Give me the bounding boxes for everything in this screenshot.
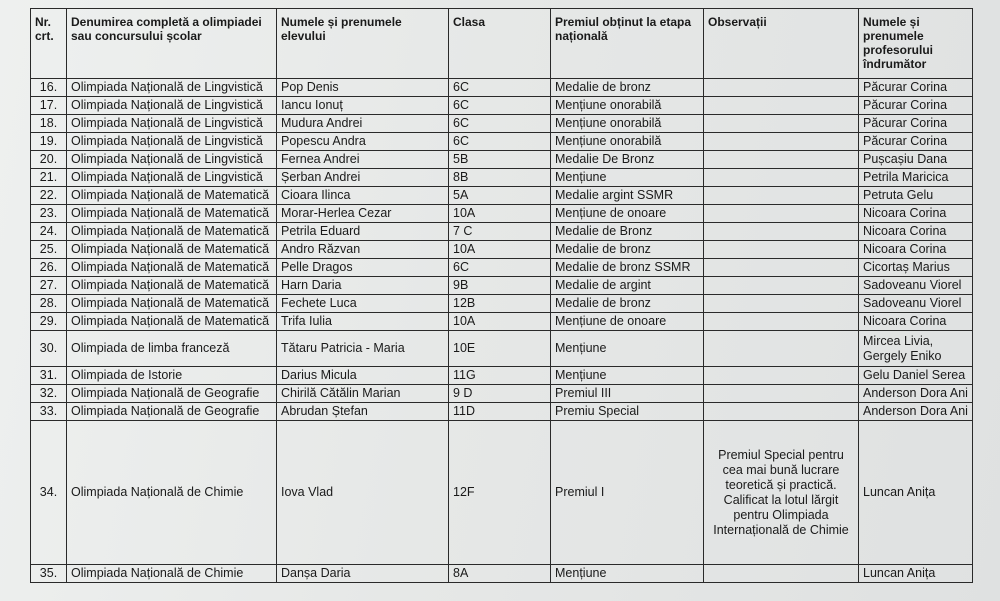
table-row xyxy=(31,223,973,241)
cell-olympiad: Olimpiada Națională de Matematică xyxy=(67,295,277,313)
cell-teacher: Sadoveanu Viorel xyxy=(859,295,973,313)
cell-class: 12B xyxy=(449,295,551,313)
cell-class: 7 C xyxy=(449,223,551,241)
cell-nr: 20. xyxy=(31,151,67,169)
cell-nr: 19. xyxy=(31,133,67,151)
cell-class: 10A xyxy=(449,205,551,223)
cell-nr: 26. xyxy=(31,259,67,277)
cell-notes xyxy=(704,97,859,115)
cell-teacher: Petruta Gelu xyxy=(859,187,973,205)
header-notes: Observații xyxy=(704,9,859,79)
cell-olympiad: Olimpiada Națională de Lingvistică xyxy=(67,79,277,97)
cell-teacher: Pușcașiu Dana xyxy=(859,151,973,169)
cell-notes xyxy=(704,115,859,133)
cell-nr: 31. xyxy=(31,367,67,385)
cell-student: Andro Răzvan xyxy=(277,241,449,259)
cell-olympiad: Olimpiada Națională de Lingvistică xyxy=(67,169,277,187)
cell-student: Popescu Andra xyxy=(277,133,449,151)
cell-olympiad: Olimpiada Națională de Matematică xyxy=(67,187,277,205)
table-row xyxy=(31,169,973,187)
cell-student: Danșa Daria xyxy=(277,565,449,583)
cell-teacher: Nicoara Corina xyxy=(859,313,973,331)
cell-prize: Mențiune onorabilă xyxy=(551,115,704,133)
header-class: Clasa xyxy=(449,9,551,79)
cell-class: 5B xyxy=(449,151,551,169)
cell-olympiad: Olimpiada Națională de Lingvistică xyxy=(67,151,277,169)
cell-prize: Medalie de argint xyxy=(551,277,704,295)
table-row xyxy=(31,241,973,259)
cell-teacher: Păcurar Corina xyxy=(859,115,973,133)
table-row xyxy=(31,205,973,223)
cell-teacher: Anderson Dora Ani xyxy=(859,403,973,421)
cell-olympiad: Olimpiada Națională de Lingvistică xyxy=(67,97,277,115)
cell-prize: Mențiune onorabilă xyxy=(551,97,704,115)
cell-olympiad: Olimpiada de Istorie xyxy=(67,367,277,385)
cell-class: 6C xyxy=(449,133,551,151)
cell-olympiad: Olimpiada Națională de Lingvistică xyxy=(67,115,277,133)
cell-student: Mudura Andrei xyxy=(277,115,449,133)
cell-nr: 23. xyxy=(31,205,67,223)
cell-olympiad: Olimpiada Națională de Matematică xyxy=(67,241,277,259)
cell-nr: 28. xyxy=(31,295,67,313)
cell-prize: Mențiune xyxy=(551,331,704,367)
cell-teacher: Petrila Maricica xyxy=(859,169,973,187)
cell-nr: 30. xyxy=(31,331,67,367)
cell-prize: Medalie de bronz SSMR xyxy=(551,259,704,277)
cell-teacher: Gelu Daniel Serea xyxy=(859,367,973,385)
cell-student: Cioara Ilinca xyxy=(277,187,449,205)
cell-nr: 35. xyxy=(31,565,67,583)
cell-nr: 32. xyxy=(31,385,67,403)
cell-nr: 33. xyxy=(31,403,67,421)
cell-olympiad: Olimpiada Națională de Chimie xyxy=(67,421,277,565)
cell-class: 8A xyxy=(449,565,551,583)
header-teacher: Numele și prenumele profesorului îndrumător xyxy=(859,9,973,79)
cell-teacher: Păcurar Corina xyxy=(859,97,973,115)
cell-olympiad: Olimpiada Națională de Chimie xyxy=(67,565,277,583)
cell-student: Harn Daria xyxy=(277,277,449,295)
cell-class: 6C xyxy=(449,259,551,277)
cell-student: Abrudan Ștefan xyxy=(277,403,449,421)
cell-class: 6C xyxy=(449,115,551,133)
cell-nr: 22. xyxy=(31,187,67,205)
cell-olympiad: Olimpiada Națională de Matematică xyxy=(67,205,277,223)
cell-prize: Premiul I xyxy=(551,421,704,565)
cell-prize: Medalie de bronz xyxy=(551,295,704,313)
header-olympiad: Denumirea completă a olimpiadei sau concursului școlar xyxy=(67,9,277,79)
olympiad-results-table xyxy=(30,8,973,583)
table-row xyxy=(31,133,973,151)
cell-prize: Mențiune xyxy=(551,565,704,583)
table-row xyxy=(31,259,973,277)
cell-class: 9 D xyxy=(449,385,551,403)
cell-olympiad: Olimpiada Națională de Matematică xyxy=(67,313,277,331)
cell-nr: 27. xyxy=(31,277,67,295)
cell-teacher: Luncan Anița xyxy=(859,421,973,565)
cell-notes xyxy=(704,151,859,169)
table-row xyxy=(31,385,973,403)
cell-student: Iancu Ionuț xyxy=(277,97,449,115)
cell-class: 6C xyxy=(449,97,551,115)
cell-olympiad: Olimpiada Națională de Matematică xyxy=(67,223,277,241)
cell-teacher: Luncan Anița xyxy=(859,565,973,583)
cell-class: 11D xyxy=(449,403,551,421)
table-row xyxy=(31,277,973,295)
cell-notes xyxy=(704,367,859,385)
cell-student: Fernea Andrei xyxy=(277,151,449,169)
cell-class: 10A xyxy=(449,313,551,331)
cell-nr: 24. xyxy=(31,223,67,241)
cell-olympiad: Olimpiada Națională de Geografie xyxy=(67,385,277,403)
cell-student: Darius Micula xyxy=(277,367,449,385)
cell-notes xyxy=(704,79,859,97)
cell-nr: 34. xyxy=(31,421,67,565)
table-row xyxy=(31,115,973,133)
cell-nr: 29. xyxy=(31,313,67,331)
cell-prize: Mențiune xyxy=(551,169,704,187)
cell-student: Iova Vlad xyxy=(277,421,449,565)
table-row xyxy=(31,295,973,313)
cell-notes xyxy=(704,277,859,295)
cell-prize: Mențiune de onoare xyxy=(551,313,704,331)
cell-olympiad: Olimpiada Națională de Matematică xyxy=(67,277,277,295)
cell-notes xyxy=(704,241,859,259)
cell-notes xyxy=(704,313,859,331)
cell-notes xyxy=(704,385,859,403)
cell-teacher: Nicoara Corina xyxy=(859,205,973,223)
cell-teacher: Păcurar Corina xyxy=(859,133,973,151)
cell-nr: 25. xyxy=(31,241,67,259)
table-row xyxy=(31,331,973,367)
header-row xyxy=(31,9,973,79)
cell-notes xyxy=(704,133,859,151)
cell-olympiad: Olimpiada de limba franceză xyxy=(67,331,277,367)
cell-nr: 21. xyxy=(31,169,67,187)
cell-class: 10A xyxy=(449,241,551,259)
header-student: Numele și prenumele elevului xyxy=(277,9,449,79)
cell-prize: Medalie De Bronz xyxy=(551,151,704,169)
cell-notes xyxy=(704,565,859,583)
cell-nr: 16. xyxy=(31,79,67,97)
cell-prize: Premiu Special xyxy=(551,403,704,421)
cell-notes xyxy=(704,205,859,223)
cell-olympiad: Olimpiada Națională de Lingvistică xyxy=(67,133,277,151)
cell-class: 9B xyxy=(449,277,551,295)
cell-class: 8B xyxy=(449,169,551,187)
cell-notes xyxy=(704,169,859,187)
cell-class: 10E xyxy=(449,331,551,367)
cell-student: Șerban Andrei xyxy=(277,169,449,187)
cell-nr: 17. xyxy=(31,97,67,115)
table-row xyxy=(31,187,973,205)
cell-prize: Mențiune onorabilă xyxy=(551,133,704,151)
cell-prize: Medalie de bronz xyxy=(551,241,704,259)
cell-student: Fechete Luca xyxy=(277,295,449,313)
cell-olympiad: Olimpiada Națională de Matematică xyxy=(67,259,277,277)
cell-student: Morar-Herlea Cezar xyxy=(277,205,449,223)
cell-student: Pop Denis xyxy=(277,79,449,97)
cell-prize: Medalie argint SSMR xyxy=(551,187,704,205)
header-nr: Nr. crt. xyxy=(31,9,67,79)
cell-prize: Medalie de Bronz xyxy=(551,223,704,241)
cell-prize: Premiul III xyxy=(551,385,704,403)
cell-teacher: Sadoveanu Viorel xyxy=(859,277,973,295)
cell-notes xyxy=(704,223,859,241)
cell-teacher: Nicoara Corina xyxy=(859,241,973,259)
cell-olympiad: Olimpiada Națională de Geografie xyxy=(67,403,277,421)
cell-notes: Premiul Special pentru cea mai bună lucrare teoretică și practică. Calificat la lotul lărgit pentru Olimpiada Internațională de Chimie xyxy=(704,421,859,565)
cell-notes xyxy=(704,259,859,277)
cell-teacher: Nicoara Corina xyxy=(859,223,973,241)
cell-student: Petrila Eduard xyxy=(277,223,449,241)
table-row xyxy=(31,313,973,331)
cell-notes xyxy=(704,331,859,367)
table-row xyxy=(31,421,973,565)
cell-class: 6C xyxy=(449,79,551,97)
cell-nr: 18. xyxy=(31,115,67,133)
cell-notes xyxy=(704,403,859,421)
table-row xyxy=(31,97,973,115)
cell-teacher: Anderson Dora Ani xyxy=(859,385,973,403)
cell-notes xyxy=(704,187,859,205)
header-prize: Premiul obținut la etapa națională xyxy=(551,9,704,79)
cell-student: Tătaru Patricia - Maria xyxy=(277,331,449,367)
table-row xyxy=(31,151,973,169)
cell-class: 5A xyxy=(449,187,551,205)
cell-class: 12F xyxy=(449,421,551,565)
cell-teacher: Păcurar Corina xyxy=(859,79,973,97)
table-row xyxy=(31,367,973,385)
cell-prize: Mențiune xyxy=(551,367,704,385)
cell-student: Trifa Iulia xyxy=(277,313,449,331)
table-row xyxy=(31,79,973,97)
cell-prize: Medalie de bronz xyxy=(551,79,704,97)
table-row xyxy=(31,403,973,421)
cell-teacher: Cicortaș Marius xyxy=(859,259,973,277)
cell-class: 11G xyxy=(449,367,551,385)
cell-student: Chirilă Cătălin Marian xyxy=(277,385,449,403)
cell-prize: Mențiune de onoare xyxy=(551,205,704,223)
table-row xyxy=(31,565,973,583)
cell-teacher: Mircea Livia, Gergely Eniko xyxy=(859,331,973,367)
cell-student: Pelle Dragos xyxy=(277,259,449,277)
cell-notes xyxy=(704,295,859,313)
